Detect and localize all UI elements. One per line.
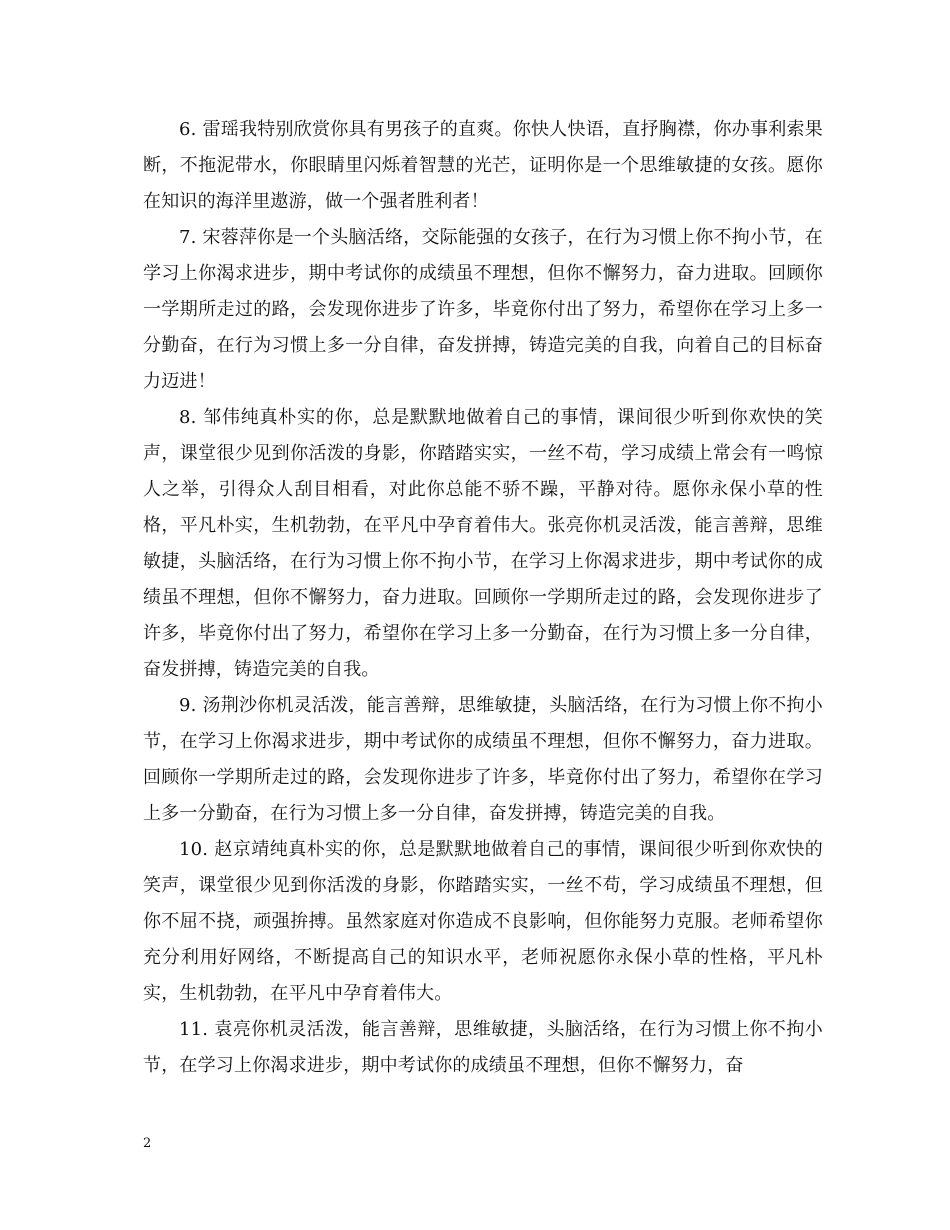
paragraph-6: 6. 雷瑶我特别欣赏你具有男孩子的直爽。你快人快语，直抒胸襟，你办事利索果断，不拖泥带水，你眼睛里闪烁着智慧的光芒，证明你是一个思维敏捷的女孩。愿你在知识的海洋里遨游，做一个强者胜利者！: [143, 119, 823, 212]
paragraph-9: 9. 汤荆沙你机灵活泼，能言善辩，思维敏捷，头脑活络，在行为习惯上你不拘小节，在学习上你渴求进步，期中考试你的成绩虽不理想，但你不懈努力，奋力进取。回顾你一学期所走过的路，会发现你进步了许多，毕竟你付出了努力，希望你在学习上多一分勤奋，在行为习惯上多一分自律，奋发拼搏，铸造完美的自我。: [143, 695, 823, 824]
document-body: [143, 112, 823, 1084]
paragraph-8: 8. 邹伟纯真朴实的你，总是默默地做着自己的事情，课间很少听到你欢快的笑声，课堂很少见到你活泼的身影，你踏踏实实，一丝不苟，学习成绩上常会有一鸣惊人之举，引得众人刮目相看，对此你总能不骄不躁，平静对待。愿你永保小草的性格，平凡朴实，生机勃勃，在平凡中孕育着伟大。张亮你机灵活泼，能言善辩，思维敏捷，头脑活络，在行为习惯上你不拘小节，在学习上你渴求进步，期中考试你的成绩虽不理想，但你不懈努力，奋力进取。回顾你一学期所走过的路，会发现你进步了许多，毕竟你付出了努力，希望你在学习上多一分勤奋，在行为习惯上多一分自律，奋发拼搏，铸造完美的自我。: [143, 407, 823, 680]
page-number: 2: [143, 1136, 152, 1151]
paragraph-10: 10. 赵京靖纯真朴实的你，总是默默地做着自己的事情，课间很少听到你欢快的笑声，课堂很少见到你活泼的身影，你踏踏实实，一丝不苟，学习成绩虽不理想，但你不屈不挠，顽强拚搏。虽然家庭对你造成不良影响，但你能努力克服。老师希望你充分利用好网络，不断提高自己的知识水平，老师祝愿你永保小草的性格，平凡朴实，生机勃勃，在平凡中孕育着伟大。: [143, 839, 823, 1004]
paragraph-7: 7. 宋蓉萍你是一个头脑活络，交际能强的女孩子，在行为习惯上你不拘小节，在学习上你渴求进步，期中考试你的成绩虽不理想，但你不懈努力，奋力进取。回顾你一学期所走过的路，会发现你进步了许多，毕竟你付出了努力，希望你在学习上多一分勤奋，在行为习惯上多一分自律，奋发拼搏，铸造完美的自我，向着自己的目标奋力迈进！: [143, 227, 823, 392]
paragraph-11: 11. 袁亮你机灵活泼，能言善辩，思维敏捷，头脑活络，在行为习惯上你不拘小节，在学习上你渴求进步，期中考试你的成绩虽不理想，但你不懈努力，奋: [143, 1019, 823, 1076]
